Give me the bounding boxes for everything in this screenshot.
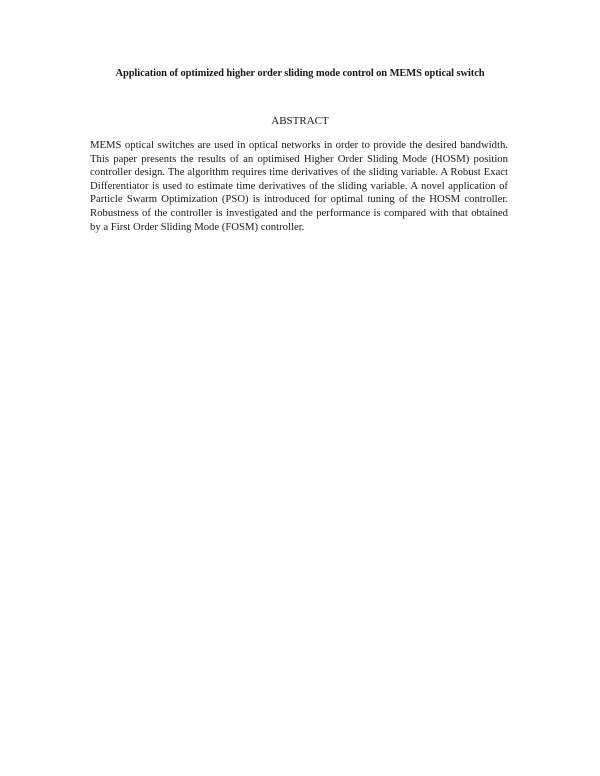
abstract-heading: ABSTRACT — [271, 115, 329, 127]
abstract-paragraph: MEMS optical switches are used in optical networks in order to provide the desired bandwidth. This paper presents the results of an optimised Higher Order Sliding Mode (HOSM) position controller design. The algorithm requires time derivatives of the sliding variable. A Robust Exact Differentiator is used to estimate time derivatives of the sliding variable. A novel application of Particle Swarm Optimization (PSO) is introduced for optimal tuning of the HOSM controller. Robustness of the controller is investigated and the performance is compared with that obtained by a First Order Sliding Mode (FOSM) controller. — [90, 139, 508, 233]
paper-title: Application of optimized higher order sliding mode control on MEMS optical switch — [115, 68, 485, 79]
